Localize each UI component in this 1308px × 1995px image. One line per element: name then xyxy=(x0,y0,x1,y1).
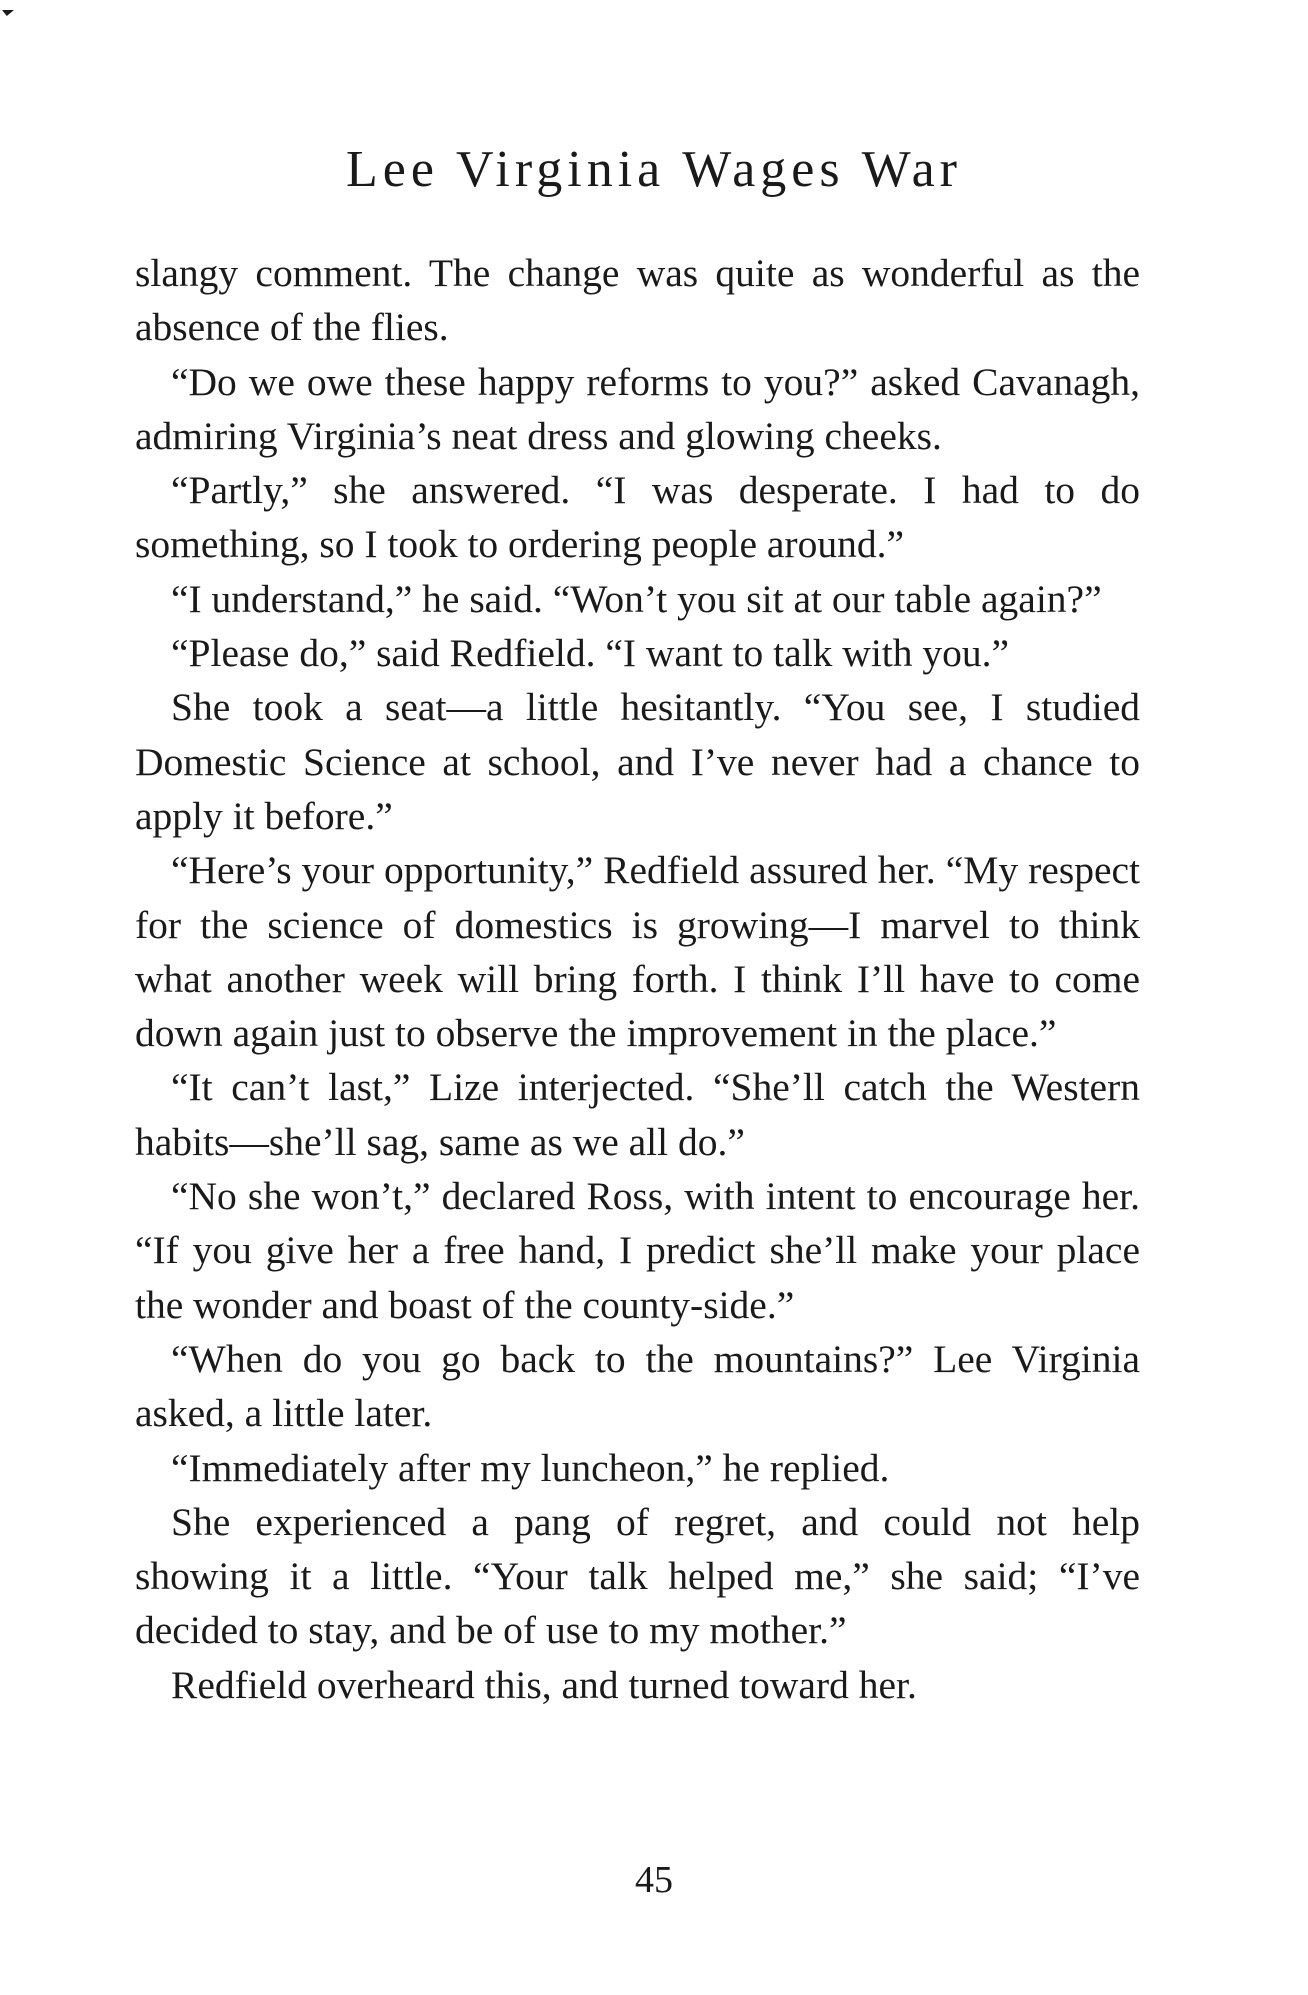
body-text xyxy=(135,246,1140,1712)
paragraph: “Immediately after my luncheon,” he replied. xyxy=(171,1445,890,1490)
paragraph: “It can’t last,” Lize interjected. “She’ll catch the Western habits—she’ll sag, same as we all do.” xyxy=(135,1065,1140,1164)
running-head: Lee Virginia Wages War xyxy=(346,141,962,198)
paragraph: She experienced a pang of regret, and could not help showing it a little. “Your talk helped me,” she said; “I’ve decided to stay, and be of use to my mother.” xyxy=(135,1499,1140,1653)
paragraph: “No she won’t,” declared Ross, with intent to encourage her. “If you give her a free hand, I predict she’ll make your place the wonder and boast of the county-side.” xyxy=(135,1174,1140,1327)
paragraph: Redfield overheard this, and turned toward her. xyxy=(171,1662,917,1707)
paragraph: She took a seat—a little hesitantly. “You see, I studied Domestic Science at school, and I’ve never had a chance to apply it before.” xyxy=(135,685,1140,838)
paragraph: slangy comment. The change was quite as wonderful as the absence of the flies. xyxy=(135,251,1140,350)
paragraph: “Do we owe these happy reforms to you?” asked Cavanagh, admiring Virginia’s neat dress and glowing cheeks. xyxy=(135,359,1140,458)
paragraph: “Partly,” she answered. “I was desperate. I had to do something, so I took to ordering people around.” xyxy=(135,468,1140,567)
page-number: 45 xyxy=(635,1859,673,1901)
paragraph: “Please do,” said Redfield. “I want to talk with you.” xyxy=(171,631,1010,676)
paragraph: “Here’s your opportunity,” Redfield assured her. “My respect for the science of domestics is growing—I marvel to think what another week will bring forth. I think I’ll have to come down again just to observe the improvement in the place.” xyxy=(135,848,1140,1056)
print-corner-mark xyxy=(2,10,14,16)
paragraph: “I understand,” he said. “Won’t you sit at our table again?” xyxy=(171,576,1102,621)
paragraph: “When do you go back to the mountains?” Lee Virginia asked, a little later. xyxy=(135,1336,1140,1436)
